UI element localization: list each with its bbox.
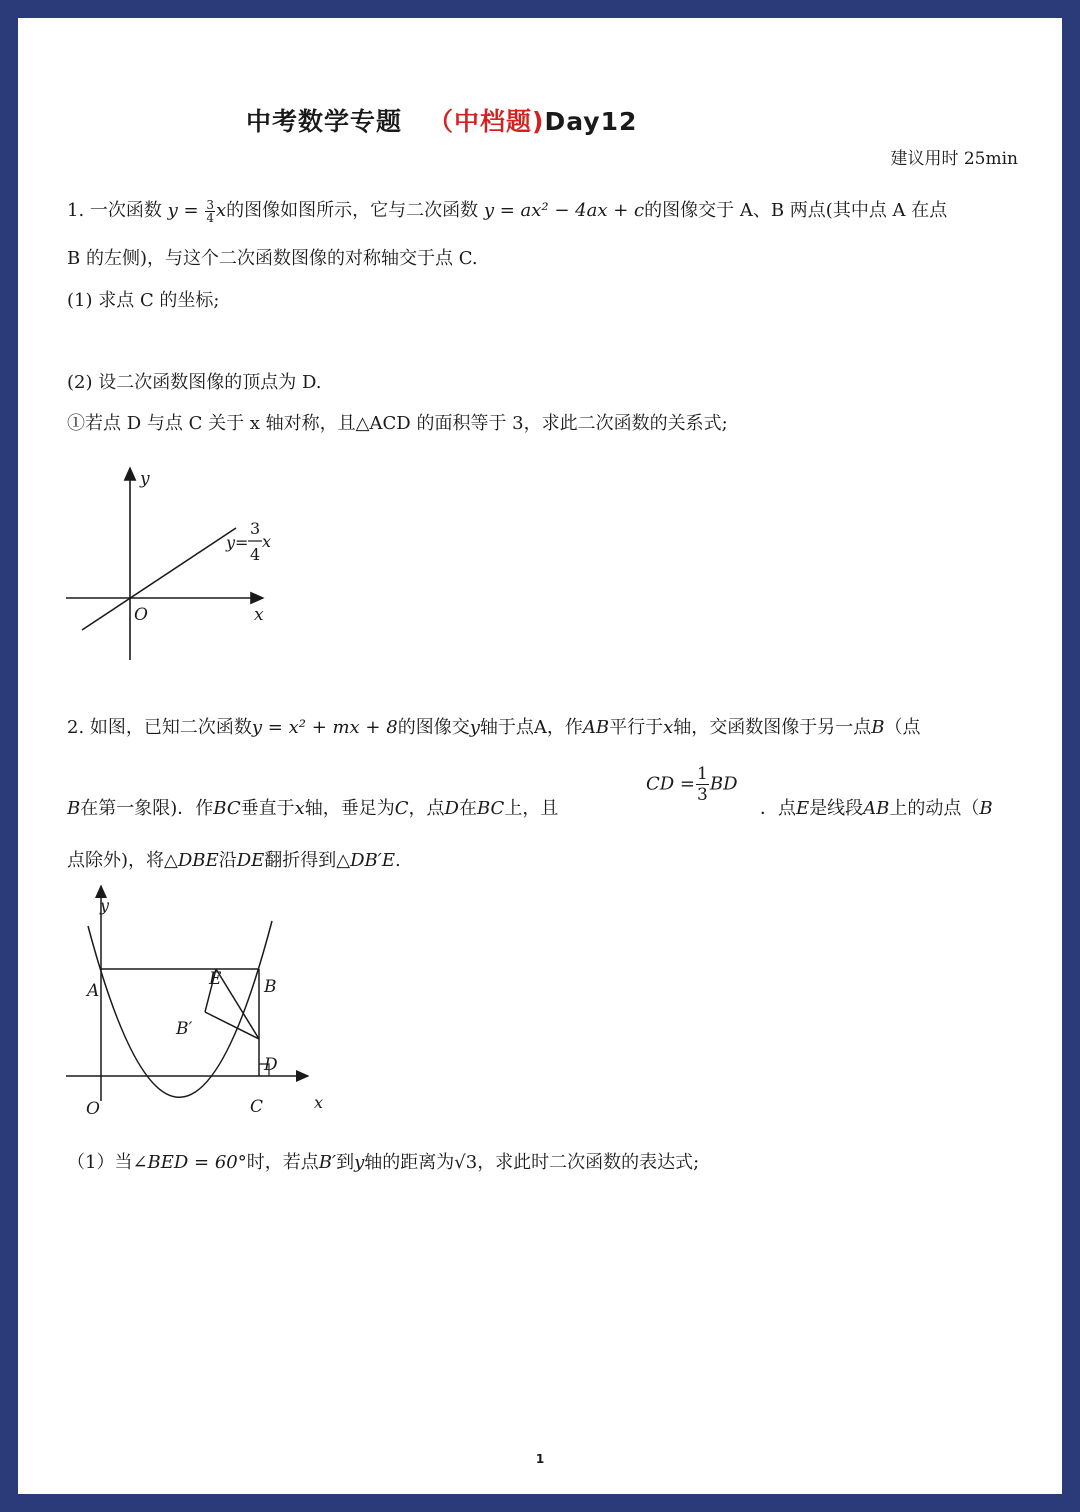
q2-line2 [67,794,558,820]
worksheet-page [18,18,1062,1494]
q1-line-label-prefix: y= [226,533,249,552]
q2-var: B [67,798,81,819]
q2-cd-den: 3 [697,785,708,805]
q2-part1 [67,1148,699,1174]
q2-point-b: B [264,977,277,997]
q2-text: ．点 [760,798,796,819]
q2-line1 [67,713,921,739]
q2-var: AB [863,798,890,819]
q2-cd-left: CD = [646,773,696,795]
q2-var: △DBE [164,850,219,871]
q2-text: 轴，垂足为 [304,798,395,819]
q2-text: 垂直于 [240,798,295,819]
q2-var: y [469,717,480,738]
q2-point-a: A [87,981,100,1001]
q2-text: 翻折得到 [264,850,337,871]
q1-y-label: y [140,469,150,489]
q2-var: BC [213,798,241,819]
page-number: 1 [535,1452,545,1466]
page-title [246,102,637,138]
q1-text3: 的图像交于 A、B 两点(其中点 A 在点 [644,200,948,221]
q1-frac-num: 3 [206,197,214,212]
q1-x-label: x [254,605,264,625]
q2-text: （点 [884,717,921,738]
q2-var: C [394,798,409,819]
q2-parabola [88,921,272,1097]
q1-origin-label: O [134,605,148,625]
q2-text: 点除外)，将 [67,850,165,871]
q1-linear-function-line [82,528,236,630]
q2-text: 轴，交函数图像于另一点 [673,717,872,738]
q2-var: D [444,798,459,819]
q2-var: E [796,798,810,819]
q2-origin-label: O [86,1099,100,1116]
q2-text: 轴于点A，作 [479,717,583,738]
q1-frac-den: 4 [206,210,214,225]
q2-var: B [871,717,885,738]
q2-equation: y = x² + mx + 8 [251,717,398,738]
q2-var: x [294,798,305,819]
q2-text: . [395,850,401,871]
q2-cd-fraction [696,764,709,805]
q2-text: ，求此时二次函数的表达式; [477,1152,700,1173]
q2-text: 上的动点（ [889,798,980,819]
q1-text2: 的图像如图所示，它与二次函数 [226,200,484,221]
q2-point-d: D [264,1055,278,1075]
q1-line-frac-den: 4 [250,545,261,564]
q2-var: △DB′E [336,850,395,871]
q2-var: AB [582,717,610,738]
q2-x-label: x [314,1093,324,1112]
title-main: 中考数学专题 [246,107,403,136]
q1-text: 1. 一次函数 [67,200,168,221]
q1-part1: (1) 求点 C 的坐标; [67,290,220,311]
q2-line3 [67,846,401,872]
q1-part2: (2) 设二次函数图像的顶点为 D. [67,372,322,393]
q1-line2: B 的左侧)，与这个二次函数图像的对称轴交于点 C. [67,248,478,269]
title-day: Day12 [544,107,638,136]
q1-quadratic: y = ax² − 4ax + c [483,200,645,221]
q1-line1 [67,196,947,224]
q2-point-c: C [250,1097,264,1116]
q2-var: BC [476,798,505,819]
q2-var: y [354,1152,365,1173]
q2-cd-equation [646,764,738,805]
q2-text: 平行于 [609,717,664,738]
q1-line-label-suffix: x [262,532,272,551]
q2-line2-tail [760,794,993,820]
q2-text: 上，且 [504,798,559,819]
q2-text: （1）当 [67,1152,133,1173]
q2-var: DE [236,850,265,871]
q2-cd-num: 1 [697,764,708,784]
q2-cd-right: BD [709,773,738,795]
q2-text: ，点 [408,798,445,819]
q2-y-label: y [100,896,110,915]
q2-text: 是线段 [809,798,864,819]
q2-figure [58,876,338,1116]
q1-figure [58,448,298,668]
q1-part2-sub1: ①若点 D 与点 C 关于 x 轴对称，且△ACD 的面积等于 3，求此二次函数的关系式; [67,413,728,434]
q1-line-frac-num: 3 [250,519,261,538]
q2-var: B′ [318,1152,337,1173]
q1-fraction [205,199,215,224]
q2-var: x [663,717,674,738]
q2-text: 沿 [218,850,237,871]
q2-point-e: E [209,969,222,989]
suggested-time: 建议用时 25min [890,149,1018,169]
q2-text: 2. 如图，已知二次函数 [67,717,252,738]
title-highlight: （中档题) [428,107,545,136]
q2-text: 在 [458,798,477,819]
q2-sqrt: √3 [454,1152,478,1173]
q2-point-b-prime: B′ [176,1019,193,1039]
q2-angle: ∠BED = 60° [132,1152,247,1173]
q2-text: 到 [336,1152,355,1173]
q2-text: 轴的距离为 [364,1152,455,1173]
q2-text: 时，若点 [246,1152,319,1173]
q1-eq-left: y = [167,200,205,221]
q1-eq-var: x [215,200,227,221]
q2-text: 在第一象限)．作 [80,798,214,819]
q2-var: B [979,798,993,819]
q2-text: 的图像交 [397,717,470,738]
